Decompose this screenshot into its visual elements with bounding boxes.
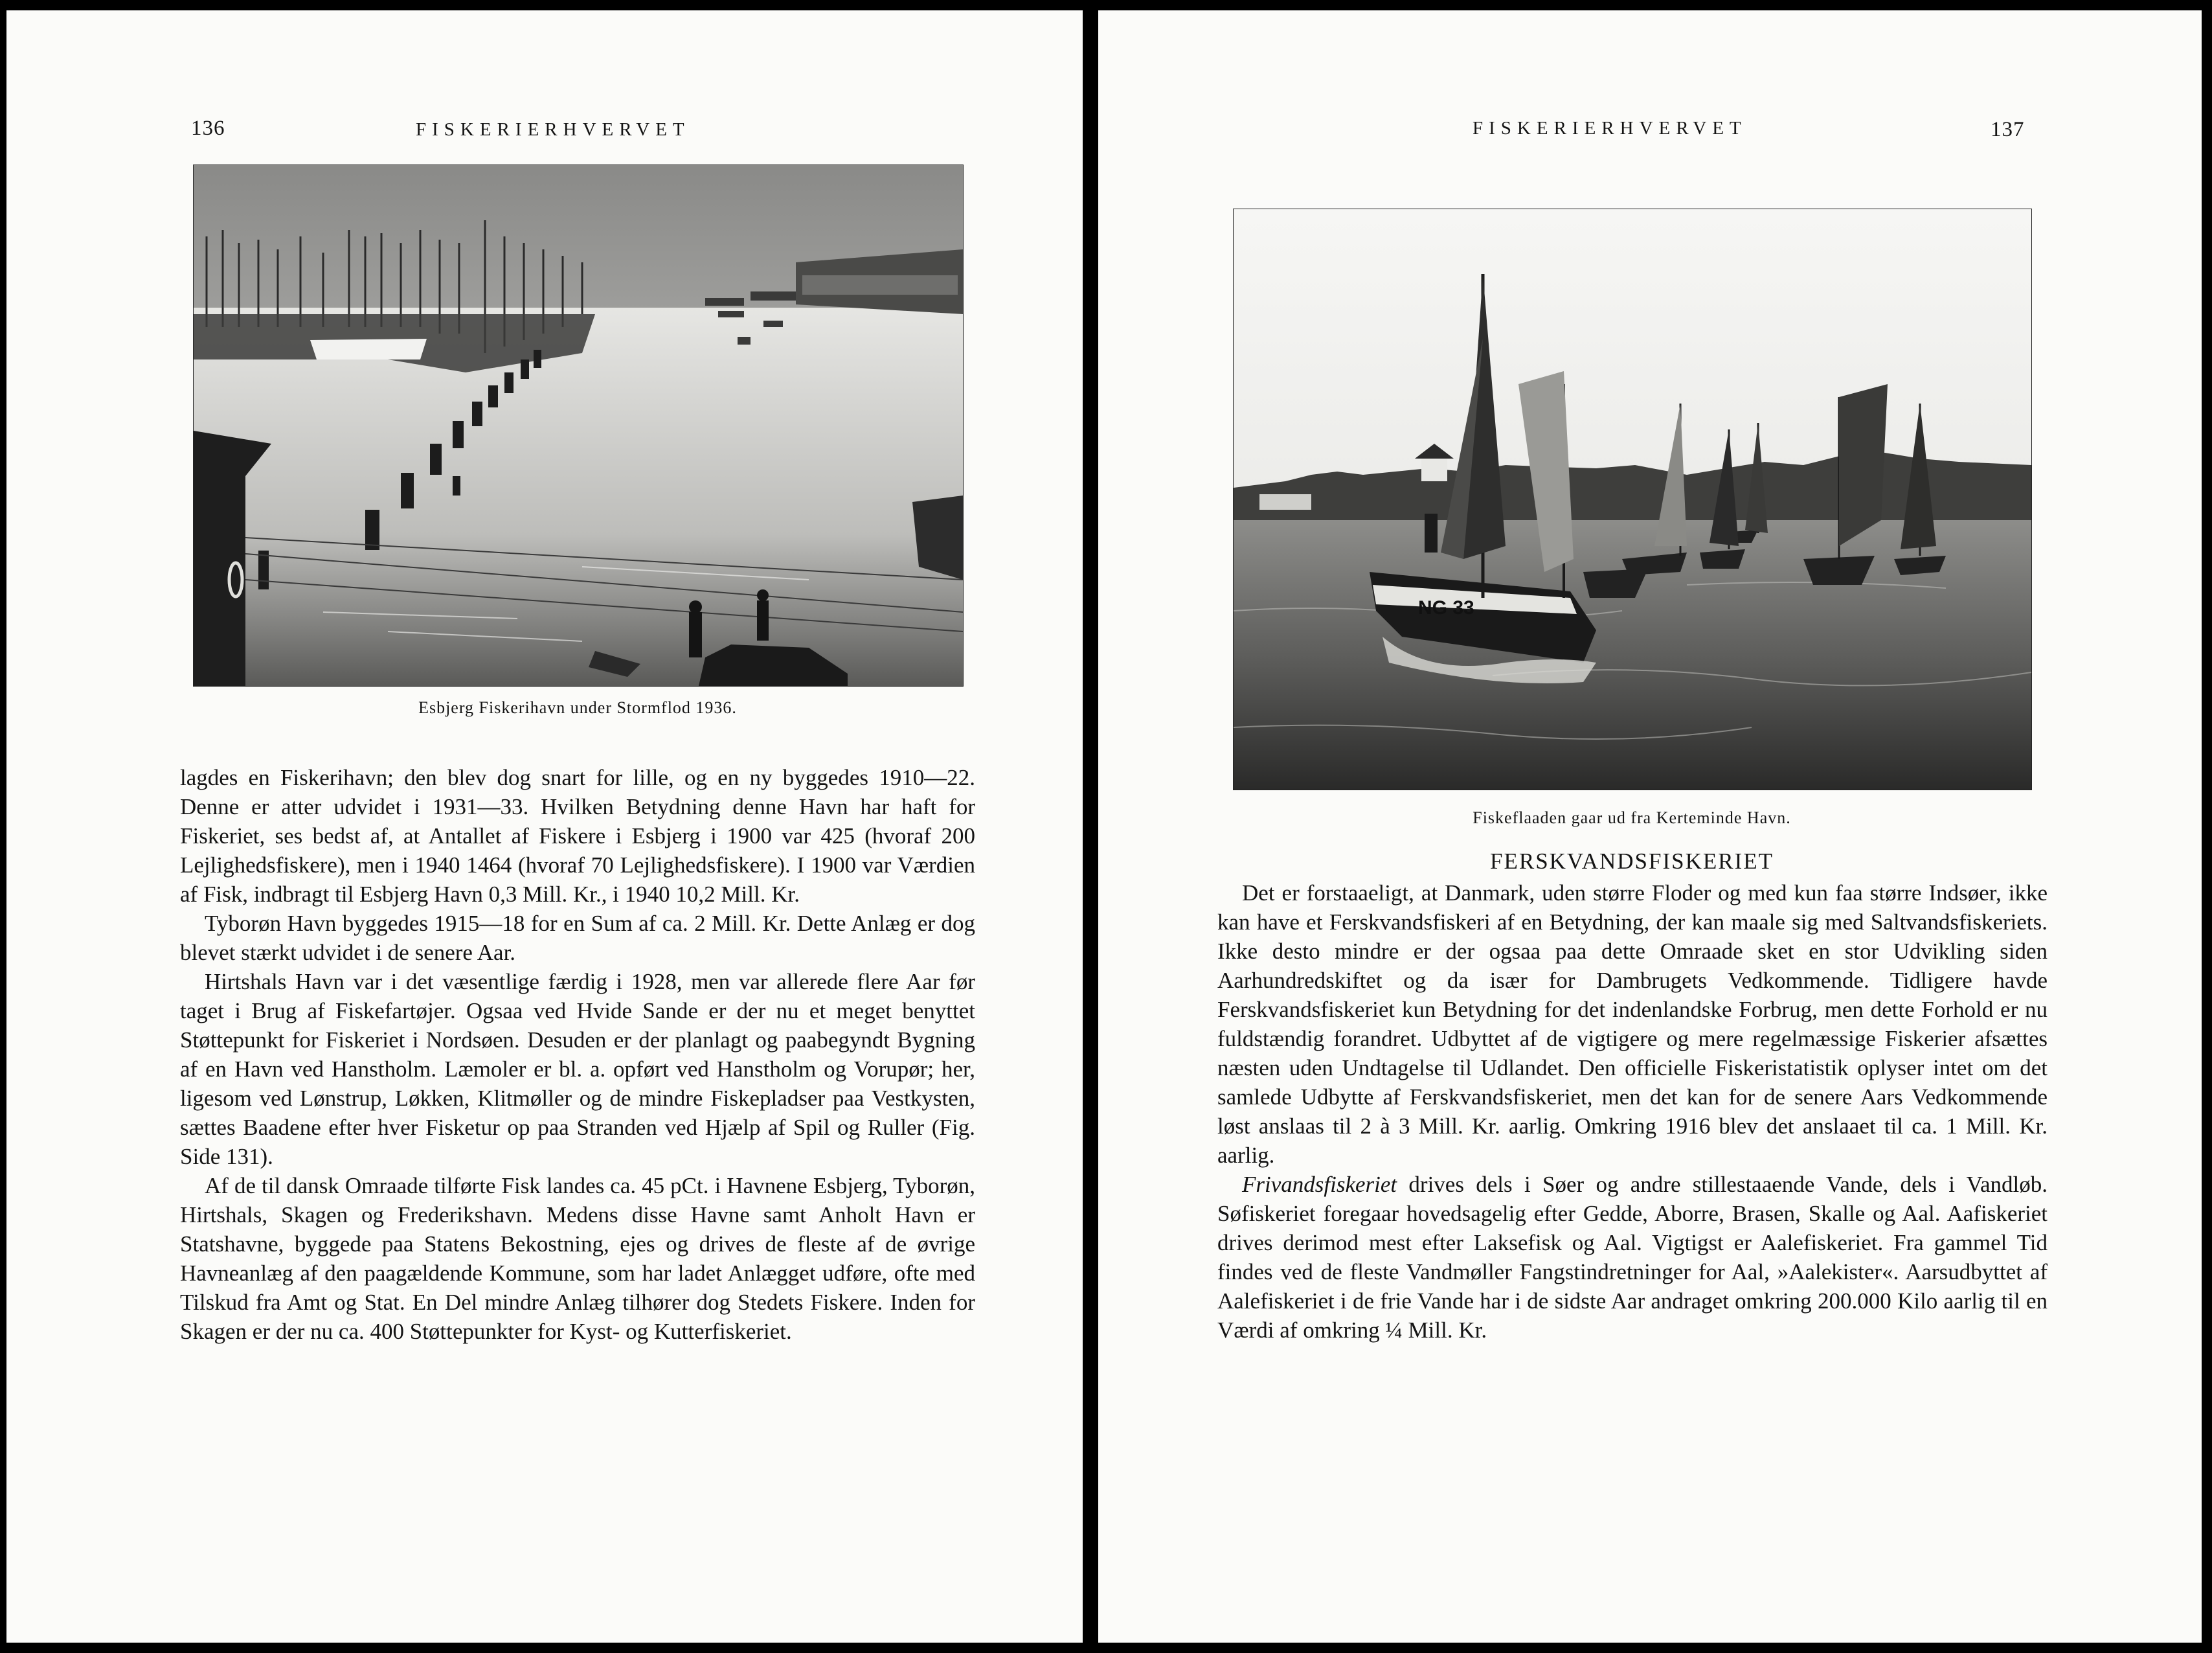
fishing-fleet-photo (1233, 209, 2032, 790)
left-paragraph-1: lagdes en Fiskerihavn; den blev dog snart for lille, og en ny byggedes 1910—22. Denne er atter udvidet i 1931—33. Hvilken Betydning denne Havn har haft for Fiskeriet, ses bedst af, at Antallet af Fiskere i Esbjerg i 1900 var 425 (hvoraf 200 Lejlighedsfiskere), men i 1940 1464 (hvoraf 70 Lejlighedsfiskere). I 1900 var Værdien af Fisk, indbragt til Esbjerg Havn 0,3 Mill. Kr., i 1940 10,2 Mill. Kr. (180, 765, 975, 907)
right-paragraph-2 (1217, 1170, 2048, 1345)
left-page-number: 136 (191, 117, 225, 140)
left-photo-caption: Esbjerg Fiskerihavn under Stormflod 1936. (418, 698, 737, 717)
right-page (1098, 10, 2202, 1643)
left-paragraph-4: Af de til dansk Omraade tilførte Fisk landes ca. 45 pCt. i Havnene Esbjerg, Tyborøn, Hirtshals, Skagen og Frederikshavn. Medens disse Havne samt Anholt Havn er Statshavne, byggede paa Statens Bekostning, ejes og drives de fleste af de øvrige Havneanlæg af den paagældende Kommune, som har ladet Anlægget udføre, ofte med Tilskud fra Amt og Stat. En Del mindre Anlæg tilhører dog Stedets Fiskere. Inden for Skagen er der nu ca. 400 Støttepunkter for Kyst- og Kutterfiskeriet. (180, 1173, 975, 1344)
boat-registration-label: NG 33 (1418, 597, 1474, 619)
section-heading-ferskvandsfiskeriet: FERSKVANDSFISKERIET (1490, 849, 1774, 874)
book-spine-gutter (1084, 0, 1097, 1653)
left-running-title: FISKERIERHVERVET (416, 119, 690, 140)
right-paragraph-1: Det er forstaaeligt, at Danmark, uden større Floder og med kun faa større Indsøer, ikke kan have et Ferskvandsfiskeri af en Betydning, der kan maale sig med Saltvandsfiskeriets. Ikke desto mindre er der ogsaa paa dette Omraade sket en stor Udvikling siden Aarhundredskiftet og da især for Dambrugets Vedkommende. Tidligere havde Ferskvandsfiskeriet kun Betydning for det indenlandske Forbrug, men dette Forhold er nu fuldstændig forandret. Udbyttet af de vigtigere og mere regelmæssige Fiskerier afsættes næsten uden Undtagelse til Udlandet. Den officielle Fiskeristatistik oplyser intet om det samlede Udbytte af Ferskvandsfiskeriet, men det kan for de senere Aars Vedkommende løst anslaas til 2 à 3 Mill. Kr. aarlig. Omkring 1916 blev det anslaaet til ca. 1 Mill. Kr. aarlig. (1217, 880, 2048, 1168)
right-page-number: 137 (1991, 118, 2025, 141)
right-body-text (1217, 878, 2048, 1345)
left-paragraph-2: Tyborøn Havn byggedes 1915—18 for en Sum af ca. 2 Mill. Kr. Dette Anlæg er dog blevet stærkt udvidet i de senere Aar. (180, 911, 975, 965)
frivandsfiskeriet-term: Frivandsfiskeriet (1242, 1172, 1397, 1197)
right-running-title: FISKERIERHVERVET (1473, 118, 1747, 139)
right-photo-caption: Fiskeflaaden gaar ud fra Kerteminde Havn. (1473, 808, 1791, 827)
right-paragraph-2-text: drives dels i Søer og andre stillestaaende Vande, dels i Vandløb. Søfiskeriet foregaar hovedsagelig efter Gedde, Aborre, Brasen, Skalle og Aal. Aafiskeriet drives derimod mest efter Laksefisk og Aal. Vigtigst er Aalefiskeriet. Fra gammel Tid findes ved de fleste Vandmøller Fangstindretninger for Aal, »Aalekister«. Aarsudbyttet af Aalefiskeriet i de frie Vande har i de sidste Aar andraget omkring 200.000 Kilo aarlig til en Værdi af omkring ¼ Mill. Kr. (1217, 1172, 2048, 1343)
left-body-text (180, 763, 975, 1346)
harbor-storm-flood-photo (193, 165, 964, 687)
left-page (6, 10, 1083, 1643)
left-paragraph-3: Hirtshals Havn var i det væsentlige færdig i 1928, men var allerede flere Aar før taget i Brug af Fiskefartøjer. Ogsaa ved Hvide Sande er der nu et meget benyttet Støttepunkt for Fiskeriet i Nordsøen. Desuden er der planlagt og paabegyndt Bygning af en Havn ved Hanstholm. Læmoler er bl. a. opført ved Hanstholm og Vorupør; her, ligesom ved Lønstrup, Løkken, Klitmøller og de mindre Fiskepladser paa Vestkysten, sættes Baadene efter hver Fisketur op paa Stranden ved Hjælp af Spil og Ruller (Fig. Side 131). (180, 969, 975, 1169)
